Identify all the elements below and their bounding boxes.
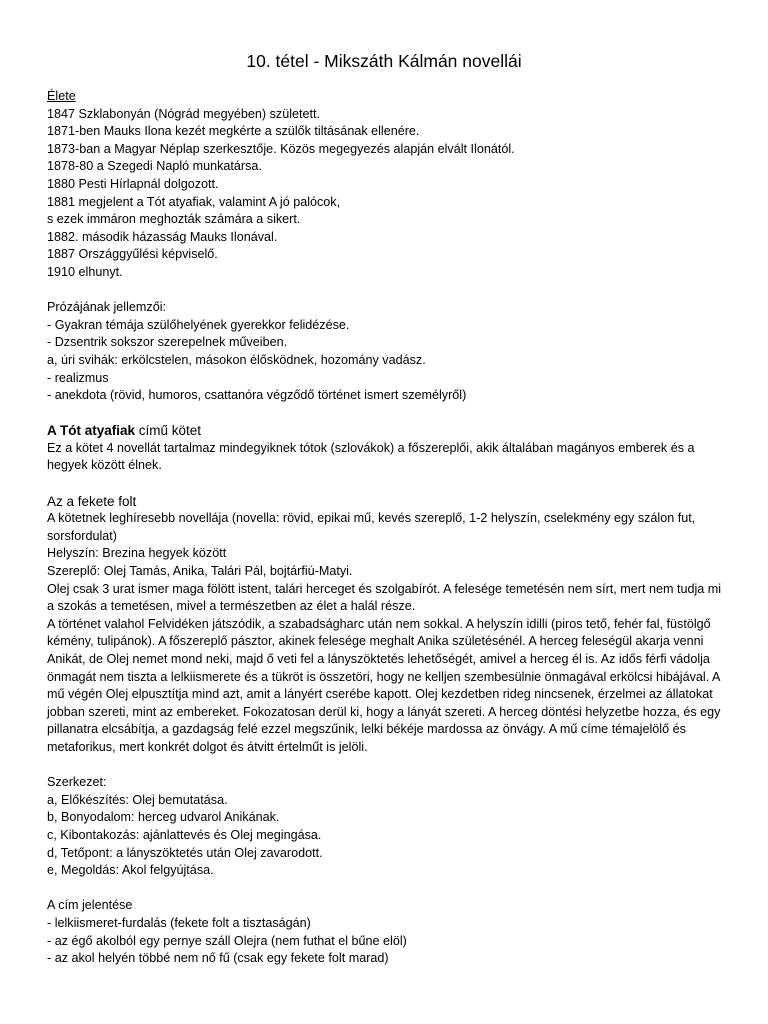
section-heading-proza: Prózájának jellemzői: — [47, 300, 166, 315]
section-heading-bold: A Tót atyafiak — [47, 423, 136, 439]
text-line: d, Tetőpont: a lányszöktetés után Olej zavarodott. — [47, 845, 323, 860]
text-line: 1873-ban a Magyar Néplap szerkesztője. Közös megegyezés alapján elvált Ilonától. — [47, 141, 515, 156]
paragraph: Ez a kötet 4 novellát tartalmaz mindegyiknek tótok (szlovákok) a főszereplői, akik általában magányos emberek és a hegyek között élnek. — [47, 440, 695, 473]
document-body — [47, 88, 727, 968]
text-line: - az akol helyén többé nem nő fű (csak egy fekete folt marad) — [47, 951, 389, 966]
text-line: s ezek immáron meghozták számára a sikert. — [47, 212, 301, 227]
text-line: - Gyakran témája szülőhelyének gyerekkor felidézése. — [47, 317, 350, 332]
document-title: 10. tétel - Mikszáth Kálmán novellái — [246, 51, 522, 71]
paragraph: A történet valahol Felvidéken játszódik, a szabadságharc után nem sokkal. A helyszín idilli (piros tető, fehér fal, füstölgő kémény, tulipánok). A főszereplő pásztor, akinek felesége meghalt Anika születésénél. A herceg feleségül akarja venni Anikát, de Olej nemet mond neki, majd ő veti fel a lányszöktetés lehetőségét, amivel a herceg él is. Az idős férfi vádolja önmagát nem tiszta a lelkiismerete és a tükröt is összetöri, hogy ne kelljen szembesülnie önmagával erkölcsi hibájával. A mű végén Olej elpusztítja mind azt, amit a lányért cserébe kapott. Olej kezdetben rideg nincsenek, érzelmei az állatokat jobban szereti, mint az embereket. Fokozatosan derül ki, hogy a lányát szereti. A herceg döntési helyzetbe hozza, és egy pillanatra elcsábítja, a gazdagság felé ezzel megszűnik, lelki békéje mardossa az önvágy. A mű címe témajelölő és metaforikus, mert konkrét dolgot és átvitt értelműt is jelöli. — [47, 616, 721, 754]
section-heading-szerkezet: Szerkezet: — [47, 775, 107, 790]
text-line: 1910 elhunyt. — [47, 264, 123, 279]
section-heading-folt: Az a fekete folt — [47, 493, 137, 509]
text-line: - az égő akolból egy pernye száll Olejra (nem futhat el bűne elöl) — [47, 933, 407, 948]
text-line: 1881 megjelent a Tót atyafiak, valamint A jó palócok, — [47, 194, 341, 209]
text-line: - Dzsentrik sokszor szerepelnek műveiben. — [47, 335, 288, 350]
paragraph: Szereplő: Olej Tamás, Anika, Talári Pál, bojtárfiú-Matyi. — [47, 564, 353, 579]
text-line: - realizmus — [47, 370, 109, 385]
text-line: 1871-ben Mauks Ilona kezét megkérte a szülők tiltásának ellenére. — [47, 124, 420, 139]
section-heading-cim: A cím jelentése — [47, 898, 133, 913]
text-line: c, Kibontakozás: ajánlattevés és Olej megingása. — [47, 827, 322, 842]
paragraph: A kötetnek leghíresebb novellája (novella: rövid, epikai mű, kevés szereplő, 1-2 helyszín, cselekmény egy szálon fut, sorsfordulat) — [47, 511, 696, 543]
text-line: 1882. második házasság Mauks Ilonával. — [47, 229, 278, 244]
text-line: - lelkiismeret-furdalás (fekete folt a tisztaságán) — [47, 915, 311, 930]
text-line: 1847 Szklabonyán (Nógrád megyében) született. — [47, 106, 321, 121]
text-line: e, Megoldás: Akol felgyújtása. — [47, 863, 214, 878]
section-heading-rest: című kötet — [135, 423, 202, 439]
text-line: b, Bonyodalom: herceg udvarol Anikának. — [47, 810, 280, 825]
text-line: - anekdota (rövid, humoros, csattanóra végződő történet ismert személyről) — [47, 388, 467, 403]
text-line: 1878-80 a Szegedi Napló munkatársa. — [47, 159, 262, 174]
text-line: a, Előkészítés: Olej bemutatása. — [47, 792, 228, 807]
paragraph: Helyszín: Brezina hegyek között — [47, 546, 227, 561]
text-line: 1880 Pesti Hírlapnál dolgozott. — [47, 176, 219, 191]
section-heading-tot — [47, 422, 727, 440]
section-heading-elete: Élete — [47, 89, 76, 103]
paragraph: Olej csak 3 urat ismer maga fölött istent, talári herceget és szolgabírót. A felesége temetésén nem sírt, mert nem tudja mi a szokás a temetésen, mivel a természetben az élet a halál része. — [47, 581, 722, 614]
text-line: a, úri svihák: erkölcstelen, másokon élősködnek, hozomány vadász. — [47, 352, 426, 367]
text-line: 1887 Országgyűlési képviselő. — [47, 247, 218, 262]
